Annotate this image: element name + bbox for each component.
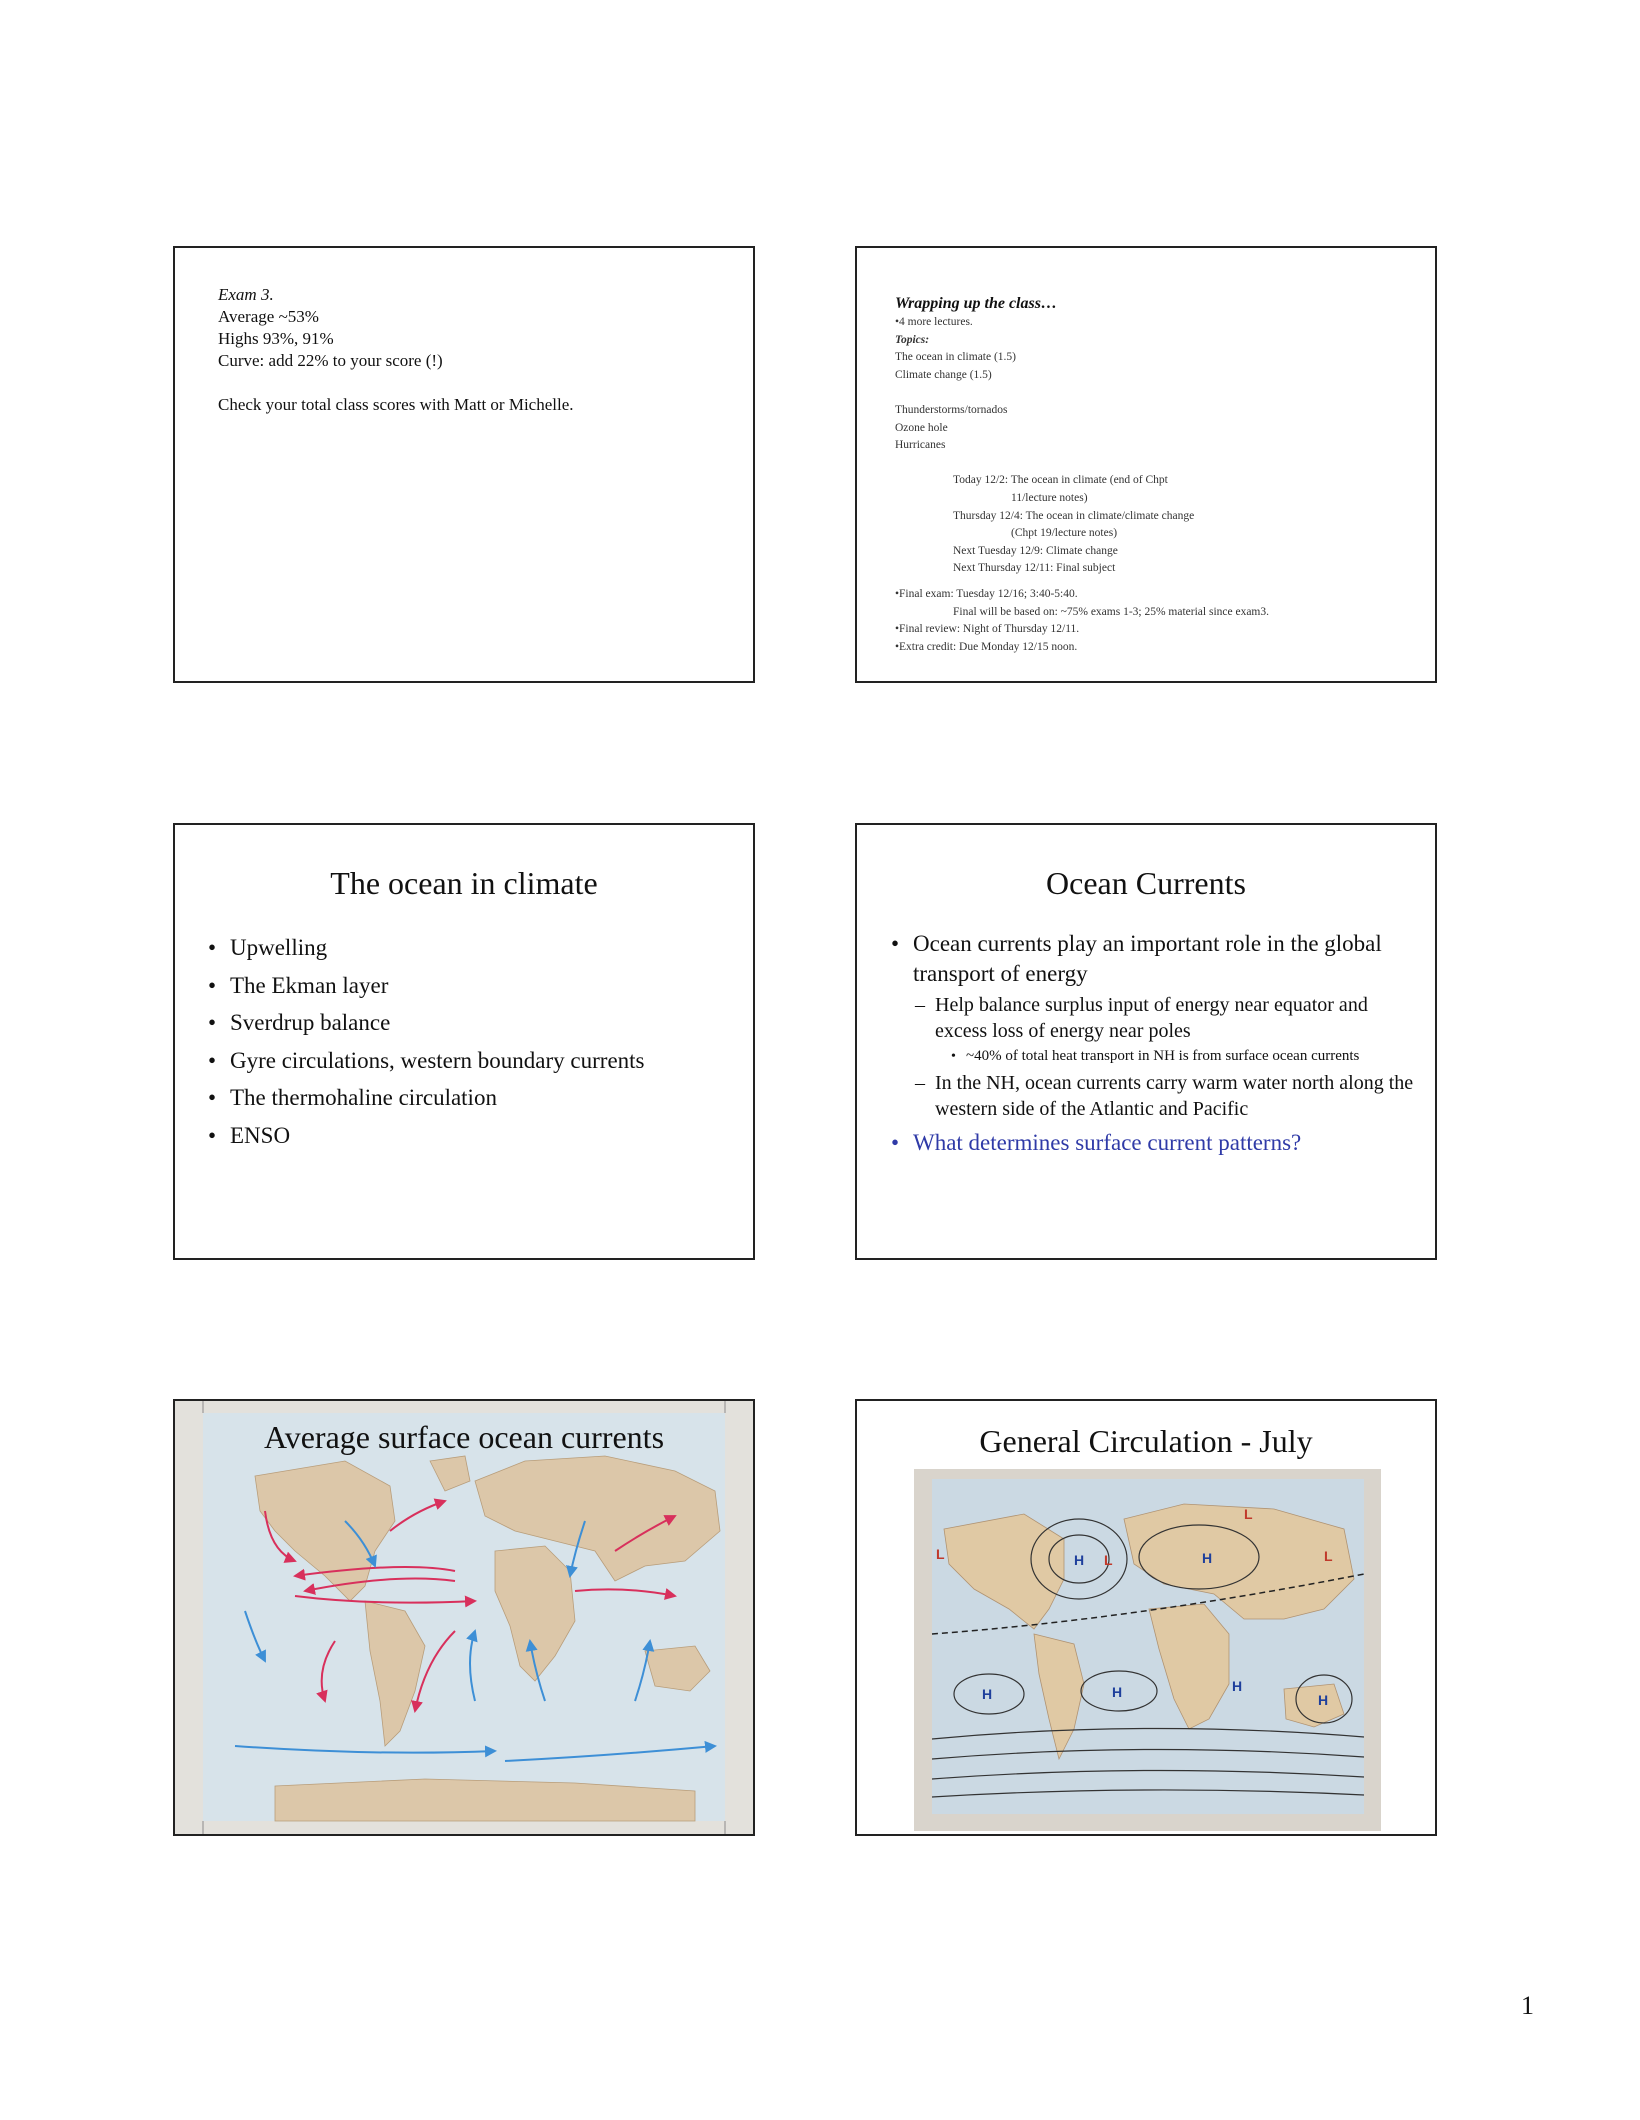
text-line: Check your total class scores with Matt or Michelle. <box>218 395 574 414</box>
schedule-line: (Chpt 19/lecture notes) <box>1011 527 1118 540</box>
svg-text:H: H <box>1318 1692 1329 1708</box>
slide-body <box>895 294 1415 656</box>
text-line: Curve: add 22% to your score (!) <box>218 351 443 370</box>
text-line: •Final review: Night of Thursday 12/11. <box>895 623 1080 636</box>
list-item: • Sverdrup balance <box>208 1004 645 1042</box>
sub-list-item: – Help balance surplus input of energy near equator and excess loss of energy near poles <box>915 994 1368 1042</box>
slide-exam-3 <box>173 246 755 683</box>
text-line: Hurricanes <box>895 439 946 452</box>
svg-text:L: L <box>1324 1548 1333 1564</box>
slide-general-circulation <box>855 1399 1437 1836</box>
schedule-line: Next Thursday 12/11: Final subject <box>953 562 1116 575</box>
text-line: •Final exam: Tuesday 12/16; 3:40-5:40. <box>895 587 1078 600</box>
svg-text:L: L <box>936 1546 945 1562</box>
sub-sub-list-item: • ~40% of total heat transport in NH is from surface ocean currents <box>891 1046 1421 1067</box>
text-line: Highs 93%, 91% <box>218 329 334 348</box>
text-line: Thunderstorms/tornados <box>895 403 1008 416</box>
list-item: • Ocean currents play an important role in the global transport of energy <box>891 929 1421 989</box>
list-item: • Gyre circulations, western boundary currents <box>208 1042 645 1080</box>
schedule-line: Thursday 12/4: The ocean in climate/climate change <box>953 509 1195 522</box>
sub-list-item: – In the NH, ocean currents carry warm water north along the western side of the Atlantic and Pacific <box>915 1072 1414 1120</box>
svg-text:L: L <box>1104 1552 1113 1568</box>
list-item: • The thermohaline circulation <box>208 1079 645 1117</box>
slide-title: Ocean Currents <box>1046 865 1246 901</box>
topics-label: Topics: <box>895 333 930 346</box>
slide-body <box>218 284 574 416</box>
svg-text:H: H <box>1202 1550 1213 1566</box>
ocean-currents-map <box>175 1401 753 1834</box>
schedule-line: Next Tuesday 12/9: Climate change <box>953 544 1118 557</box>
slide-title: General Circulation - July <box>979 1423 1313 1459</box>
text-line: Final will be based on: ~75% exams 1-3; 25% material since exam3. <box>953 605 1270 618</box>
slide-heading: Exam 3. <box>218 285 274 304</box>
slide-wrapping-up <box>855 246 1437 683</box>
svg-text:H: H <box>1074 1552 1085 1568</box>
list-item: • ENSO <box>208 1117 645 1155</box>
svg-text:H: H <box>1112 1684 1123 1700</box>
text-line: •4 more lectures. <box>895 316 973 328</box>
list-item: • The Ekman layer <box>208 967 645 1005</box>
page-number: 1 <box>1521 1991 1534 2020</box>
slide-title: Average surface ocean currents <box>263 1419 665 1455</box>
bullet-list <box>891 929 1421 1158</box>
slide-title: The ocean in climate <box>330 865 598 901</box>
slide-heading: Wrapping up the class… <box>895 295 1057 312</box>
text-line: Climate change (1.5) <box>895 368 992 381</box>
slide-ocean-currents <box>855 823 1437 1260</box>
list-item-question: • What determines surface current patterns? <box>891 1128 1421 1158</box>
text-line: •Extra credit: Due Monday 12/15 noon. <box>895 640 1078 653</box>
svg-text:H: H <box>1232 1678 1243 1694</box>
bullet-list <box>208 929 645 1154</box>
schedule-line: 11/lecture notes) <box>1011 491 1088 504</box>
slide-ocean-in-climate <box>173 823 755 1260</box>
text-line: Ozone hole <box>895 421 948 434</box>
schedule-line: Today 12/2: The ocean in climate (end of Chpt <box>953 474 1168 487</box>
text-line: Average ~53% <box>218 307 319 326</box>
list-item: • Upwelling <box>208 929 645 967</box>
pressure-map-image <box>914 1469 1381 1831</box>
text-line: The ocean in climate (1.5) <box>895 351 1017 364</box>
svg-text:H: H <box>982 1686 993 1702</box>
slide-average-surface-currents <box>173 1399 755 1836</box>
svg-text:L: L <box>1244 1506 1253 1522</box>
